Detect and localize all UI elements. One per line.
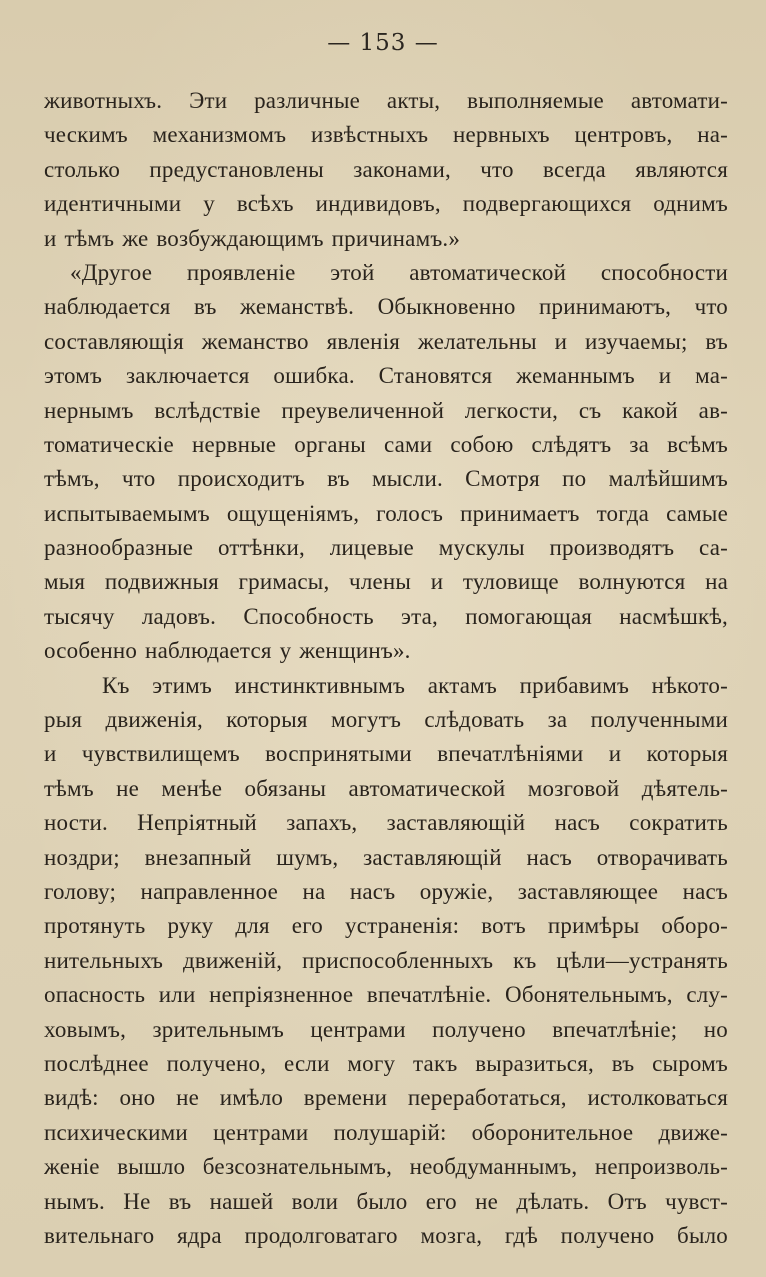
text-line: рыя движенія, которыя могутъ слѣдовать за полученными (44, 707, 728, 733)
text-line: особенно наблюдается у женщинъ». (44, 638, 411, 664)
text-line: наблюдается въ жеманствѣ. Обыкновенно принимаютъ, что (44, 294, 728, 320)
text-line: ческимъ механизмомъ извѣстныхъ нервныхъ центровъ, на- (44, 122, 728, 148)
text-line: тѣмъ не менѣе обязаны автоматической мозговой дѣятель- (44, 775, 728, 801)
text-line: вительнаго ядра продолговатаго мозга, гдѣ получено было (44, 1222, 728, 1248)
text-line: видѣ: оно не имѣло времени переработаться, истолковаться (44, 1085, 728, 1111)
text-line: ности. Непріятный запахъ, заставляющій насъ сократить (44, 810, 728, 836)
text-line: ноздри; внезапный шумъ, заставляющій насъ отворачивать (44, 844, 728, 870)
text-line: этомъ заключается ошибка. Становятся жеманнымъ и ма- (44, 363, 728, 389)
text-line: психическими центрами полушарій: оборонительное движе- (44, 1119, 728, 1145)
text-line: животныхъ. Эти различные акты, выполняемые автомати- (44, 88, 728, 113)
text-line: опасность или непріязненное впечатлѣніе. Обонятельнымъ, слу- (44, 982, 728, 1008)
text-line: составляющія жеманство явленія желательны и изучаемы; въ (44, 328, 728, 354)
text-line: испытываемымъ ощущеніямъ, голосъ принимаетъ тогда самые (44, 500, 728, 526)
text-line: столько предустановлены законами, что всегда являются (44, 156, 728, 182)
text-line: Къ этимъ инстинктивнымъ актамъ прибавимъ нѣкото- (102, 672, 728, 698)
text-line: нернымъ вслѣдствіе преувеличенной легкости, съ какой ав- (44, 397, 728, 423)
text-line: и чувствилищемъ воспринятыми впечатлѣніями и которыя (44, 741, 728, 767)
text-line: ховымъ, зрительнымъ центрами получено впечатлѣніе; но (44, 1016, 728, 1042)
body-text (44, 84, 728, 1253)
text-line: тѣмъ, что происходитъ въ мысли. Смотря по малѣйшимъ (44, 466, 728, 492)
text-line: идентичными у всѣхъ индивидовъ, подвергающихся однимъ (44, 191, 728, 217)
text-line: нительныхъ движеній, приспособленныхъ къ цѣли—устранять (44, 947, 728, 973)
page-number: — 153 — (327, 30, 439, 56)
text-line: мыя подвижныя гримасы, члены и туловище волнуются на (44, 569, 728, 595)
text-line: послѣднее получено, если могу такъ выразиться, въ сыромъ (44, 1050, 728, 1076)
text-line: протянуть руку для его устраненія: вотъ примѣры оборо- (44, 913, 728, 939)
text-line: тысячу ладовъ. Способность эта, помогающая насмѣшкѣ, (44, 603, 728, 629)
text-line: голову; направленное на насъ оружіе, заставляющее насъ (44, 878, 728, 904)
text-line: нымъ. Не въ нашей воли было его не дѣлать. Отъ чувст- (44, 1188, 728, 1214)
text-line: разнообразные оттѣнки, лицевые мускулы производятъ са- (44, 535, 728, 561)
text-line: женіе вышло безсознательнымъ, необдуманнымъ, непроизволь- (44, 1154, 728, 1180)
text-line: «Другое проявленіе этой автоматической способности (70, 259, 728, 285)
text-line: и тѣмъ же возбуждающимъ причинамъ.» (44, 225, 461, 251)
text-line: томатическіе нервные органы сами собою слѣдятъ за всѣмъ (44, 431, 728, 457)
